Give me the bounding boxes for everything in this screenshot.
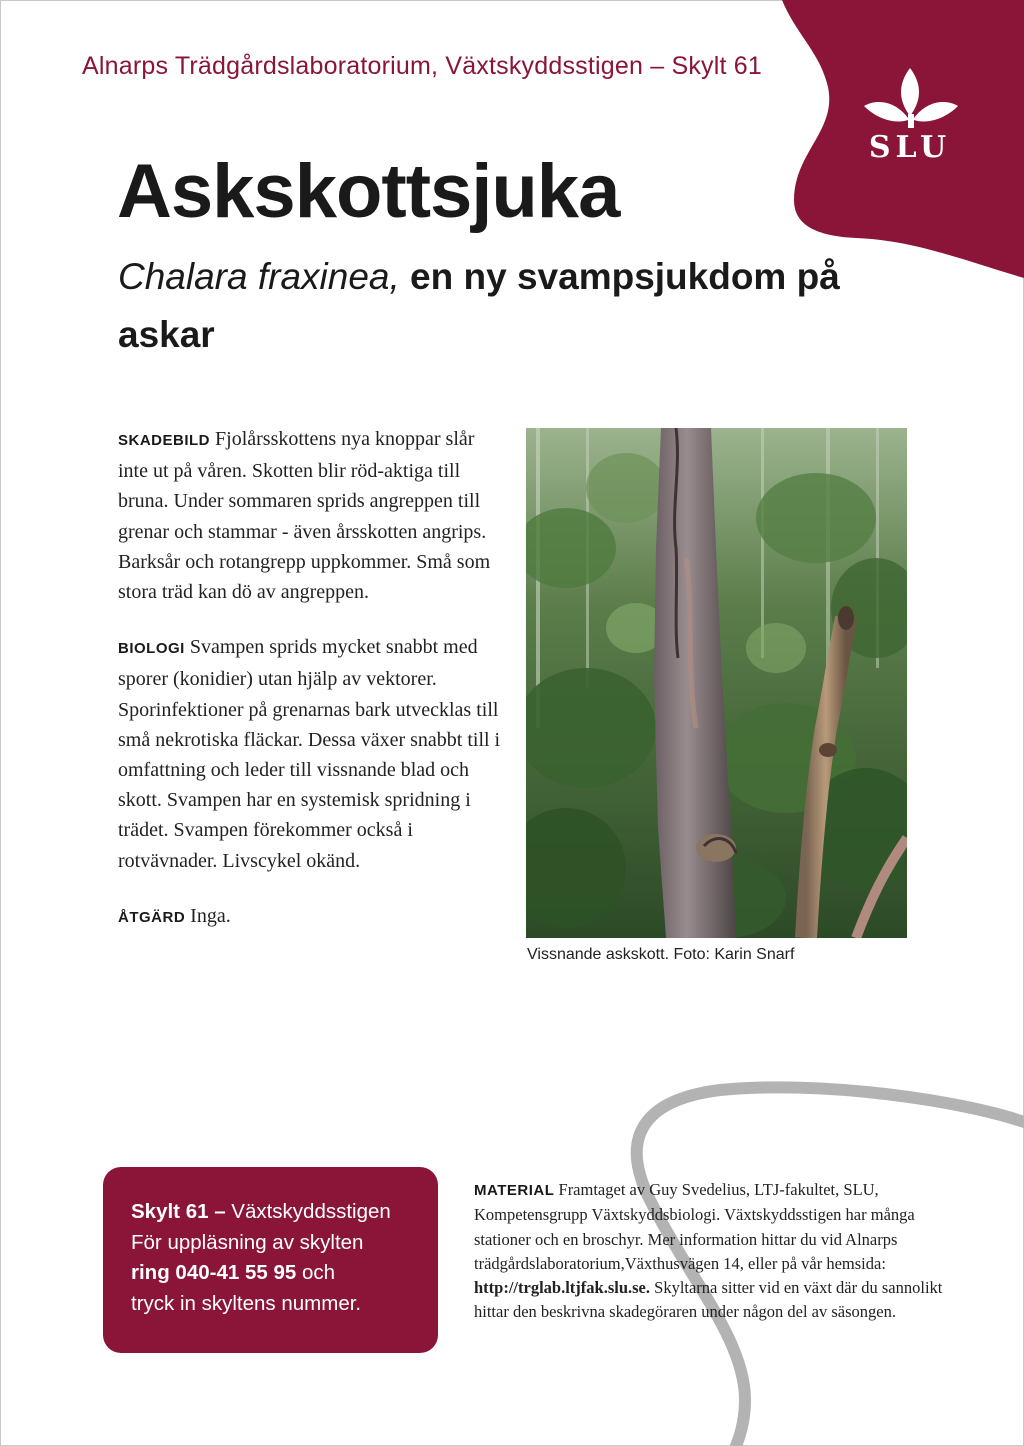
material-label: MATERIAL — [474, 1182, 555, 1199]
info-line-3 — [131, 1258, 418, 1289]
website-link[interactable]: http://trglab.ltjfak.slu.se. — [474, 1278, 651, 1298]
info-line-1 — [131, 1197, 418, 1228]
material-credits — [474, 1178, 949, 1325]
section-atgard — [118, 901, 503, 933]
body-text-column — [118, 424, 503, 958]
info-line-4: tryck in skyltens nummer. — [131, 1291, 362, 1315]
slu-logo-text: SLU — [868, 130, 952, 165]
section-biologi — [118, 632, 503, 876]
info-line-2: För uppläsning av skylten — [131, 1230, 364, 1254]
subtitle-description: en ny svampsjukdom på askar — [118, 256, 840, 355]
section-text: Fjolårsskottens nya knoppar slår inte ut på våren. Skotten blir röd-aktiga till bruna. Under sommaren sprids angreppen till grenar och stammar - även årsskotten angrips. Barksår och rotangrepp uppkommer. Små som stora träd kan dö av angreppen. — [118, 428, 491, 604]
phone-number: ring 040-41 55 95 — [131, 1261, 297, 1284]
section-text: Svampen sprids mycket snabbt med sporer (konidier) utan hjälp av vektorer. Sporinfektioner på grenarnas bark utvecklas till små nekrotiska fläckar. Dessa växer snabbt till i omfattning och leder till vissnande blad och skott. Svampen har en systemisk spridning i trädet. Svampen förekommer också i rotvävnader. Livscykel okänd. — [118, 636, 501, 872]
section-label: SKADEBILD — [118, 432, 211, 449]
section-skadebild — [118, 424, 503, 607]
photo-caption: Vissnande askskott. Foto: Karin Snarf — [527, 946, 795, 963]
section-label: BIOLOGI — [118, 640, 185, 658]
page-title: Askskottsjuka — [117, 149, 620, 234]
phone-info-box — [103, 1167, 438, 1353]
section-label: ÅTGÄRD — [118, 908, 186, 926]
trail-name: Växtskyddsstigen — [225, 1200, 391, 1223]
page-subtitle — [118, 248, 898, 364]
ash-shoot-photo — [526, 428, 907, 938]
header-org-line: Alnarps Trädgårdslaboratorium, Växtskyddsstigen – Skylt 61 — [82, 52, 762, 80]
material-text: Framtaget av Guy Svedelius, LTJ-fakultet, SLU, Kompetensgrupp Växtskyddsbiologi. Växtskyddsstigen har många stationer och en broschyr. Mer information hittar du vid Alnarps trädgårdslaboratorium,Växthusvägen 14, eller på vår hemsida: — [474, 1180, 915, 1273]
subtitle-latin-name: Chalara fraxinea, — [118, 256, 400, 297]
material-text-after: Skyltarna sitter vid en växt där du sannolikt hittar den beskrivna skadegöraren under någon del av säsongen. — [474, 1278, 943, 1322]
info-och: och — [296, 1261, 335, 1284]
section-text: Inga. — [190, 904, 231, 927]
sign-number: Skylt 61 – — [131, 1200, 226, 1223]
